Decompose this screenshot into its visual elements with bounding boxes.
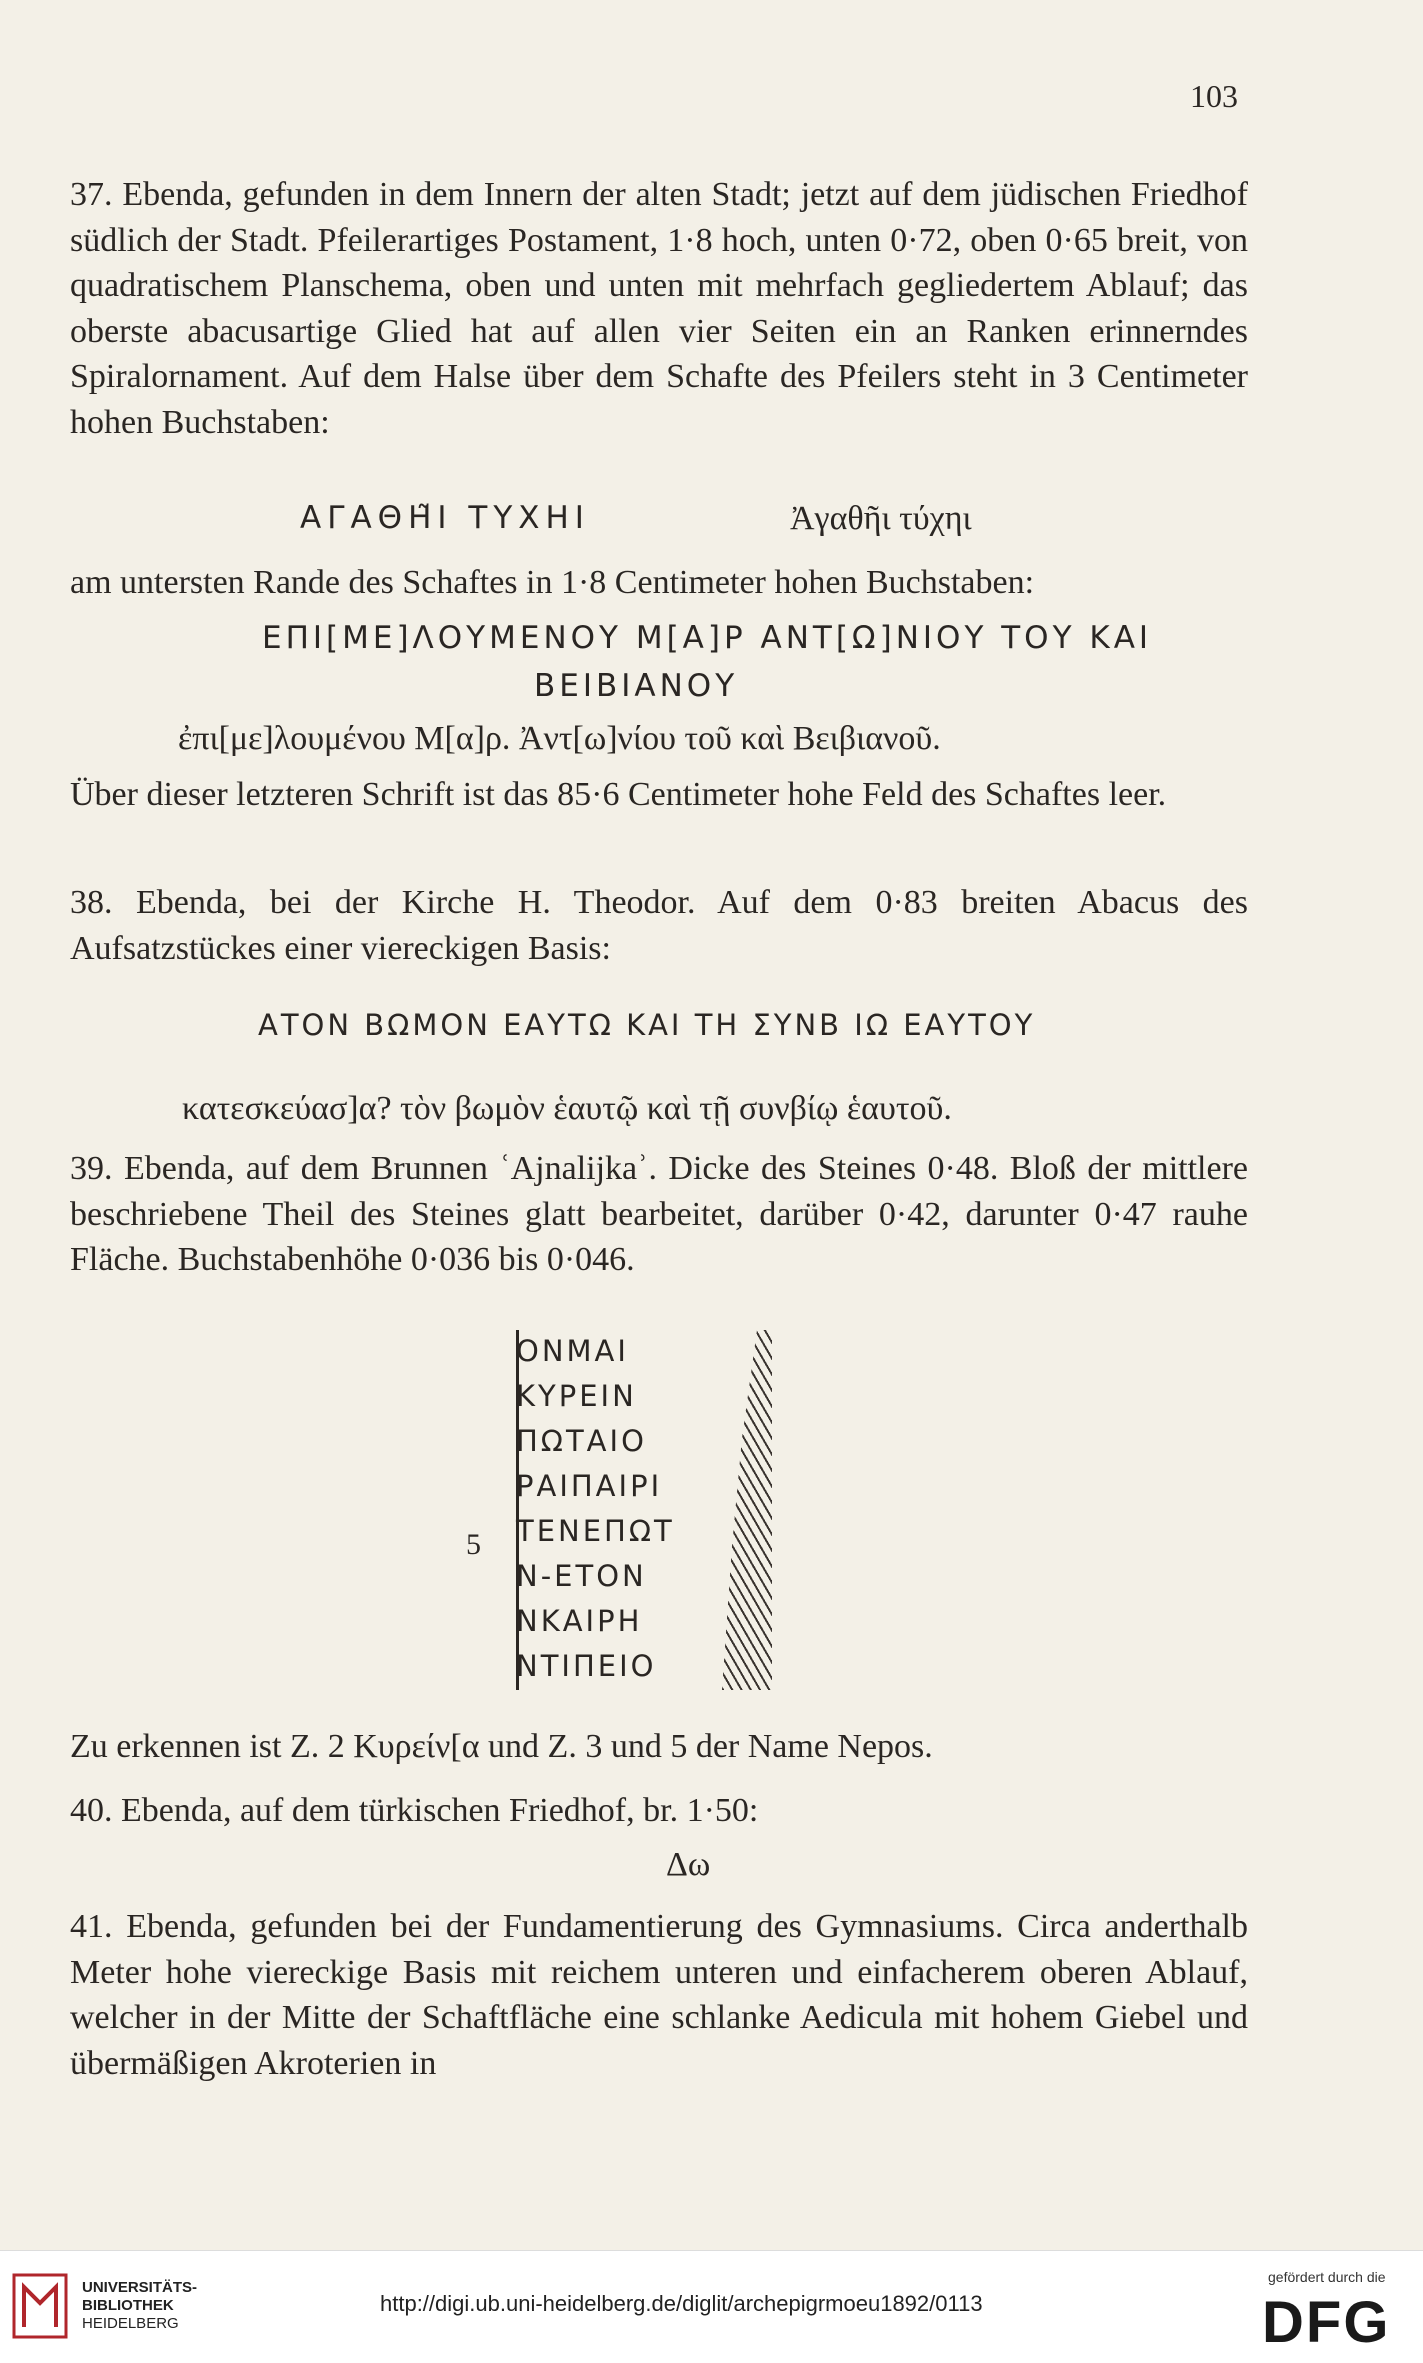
university-library-logo-icon [12,2273,68,2339]
inscription-37-caps: ΑΓΑΘΗ͂Ι ΤΥΧΗΙ [300,500,590,536]
dfg-logo: DFG [1262,2290,1391,2355]
inscription-38-transcription: κατεσκεύασ]α? τὸν βωμὸν ἑαυτῷ καὶ τῇ συνβίῳ ἑαυτοῦ. [182,1090,952,1127]
page-number: 103 [1190,78,1238,114]
library-name-line3: HEIDELBERG [82,2315,179,2332]
stone-line-7: ΝΚΑΙΡΗ [516,1604,643,1638]
line-number-5: 5 [466,1528,481,1561]
stone-line-6: Ν-ΕΤΟΝ [516,1559,647,1593]
stone-line-5: ΤΕΝΕΠΩΤ [516,1514,675,1548]
inscription-37-transcription: Ἀγαθῆι τύχηι [790,500,972,537]
library-name [82,2279,197,2333]
paragraph-37b: am untersten Rande des Schaftes in 1·8 Centimeter hohen Buchstaben: [70,564,1035,601]
stone-line-3: ΠΩΤΑΙΟ [516,1424,647,1458]
stone-line-2: ΚΥΡΕΙΝ [516,1379,637,1413]
paragraph-37: 37. Ebenda, gefunden in dem Innern der alten Stadt; jetzt auf dem jüdischen Friedhof südlich der Stadt. Pfeilerartiges Postament, 1·8 hoch, unten 0·72, oben 0·65 breit, von quadratischem Planschema, oben und unten mit mehrfach gegliedertem Ablauf; das oberste abacusartige Glied hat auf allen vier Seiten ein an Ranken erinnerndes Spiralornament. Auf dem Halse über dem Schafte des Pfeilers steht in 3 Centimeter hohen Buchstaben: [70,176,1248,441]
inscription-37b-line1: ΕΠΙ[ΜΕ]ΛΟΥΜΕΝΟΥ Μ[Α]Ρ ΑΝΤ[Ω]ΝΙΟΥ ΤΟΥ ΚΑΙ [262,620,1153,656]
inscription-37b-transcription: ἐπι[με]λουμένου Μ[α]ρ. Ἀντ[ω]νίου τοῦ καὶ Βειβιανοῦ. [178,720,941,757]
paragraph-41: 41. Ebenda, gefunden bei der Fundamentierung des Gymnasiums. Circa anderthalb Meter hohe viereckige Basis mit reichem unteren und einfacherem oberen Ablauf, welcher in der Mitte der Schaftfläche eine schlanke Aedicula mit hohem Giebel und übermäßigen Akroterien in [70,1908,1248,2082]
library-name-line2: BIBLIOTHEK [82,2297,174,2314]
stone-broken-edge [722,1330,772,1690]
funded-caption: gefördert durch die [1268,2269,1386,2285]
paragraph-39: 39. Ebenda, auf dem Brunnen ʿAjnalijkaʾ. Dicke des Steines 0·48. Bloß der mittlere beschriebene Theil des Steines glatt bearbeitet, darüber 0·42, darunter 0·47 rauhe Fläche. Buchstabenhöhe 0·036 bis 0·046. [70,1150,1248,1278]
inscription-39-stone [516,1330,772,1690]
paragraph-38: 38. Ebenda, bei der Kirche H. Theodor. Auf dem 0·83 breiten Abacus des Aufsatzstückes einer viereckigen Basis: [70,884,1248,967]
paragraph-39b: Zu erkennen ist Z. 2 Κυρείν[α und Z. 3 und 5 der Name Nepos. [70,1728,933,1765]
inscription-40-caps: Δω [666,1846,711,1883]
inscription-38-caps: ΑΤΟΝ ΒΩΜΟΝ ΕΑΥΤΩ ΚΑΙ ΤΗ ΣΥΝΒ ΙΩ ΕΑΥΤΟΥ [258,1008,1036,1042]
stone-line-1: ΟΝΜΑΙ [516,1334,629,1368]
paragraph-40: 40. Ebenda, auf dem türkischen Friedhof, br. 1·50: [70,1792,759,1829]
inscription-37b-line2: ΒΕΙΒΙΑΝΟΥ [534,668,739,704]
document-url-link[interactable]: http://digi.ub.uni-heidelberg.de/diglit/archepigrmoeu1892/0113 [380,2291,983,2316]
stone-line-8: ΝΤΙΠΕΙΟ [516,1649,657,1683]
library-name-line1: UNIVERSITÄTS- [82,2279,198,2296]
footer-bar [0,2250,1423,2363]
stone-line-4: ΡΑΙΠΑΙΡΙ [516,1469,663,1503]
paragraph-37c: Über dieser letzteren Schrift ist das 85·6 Centimeter hohe Feld des Schaftes leer. [70,776,1167,813]
